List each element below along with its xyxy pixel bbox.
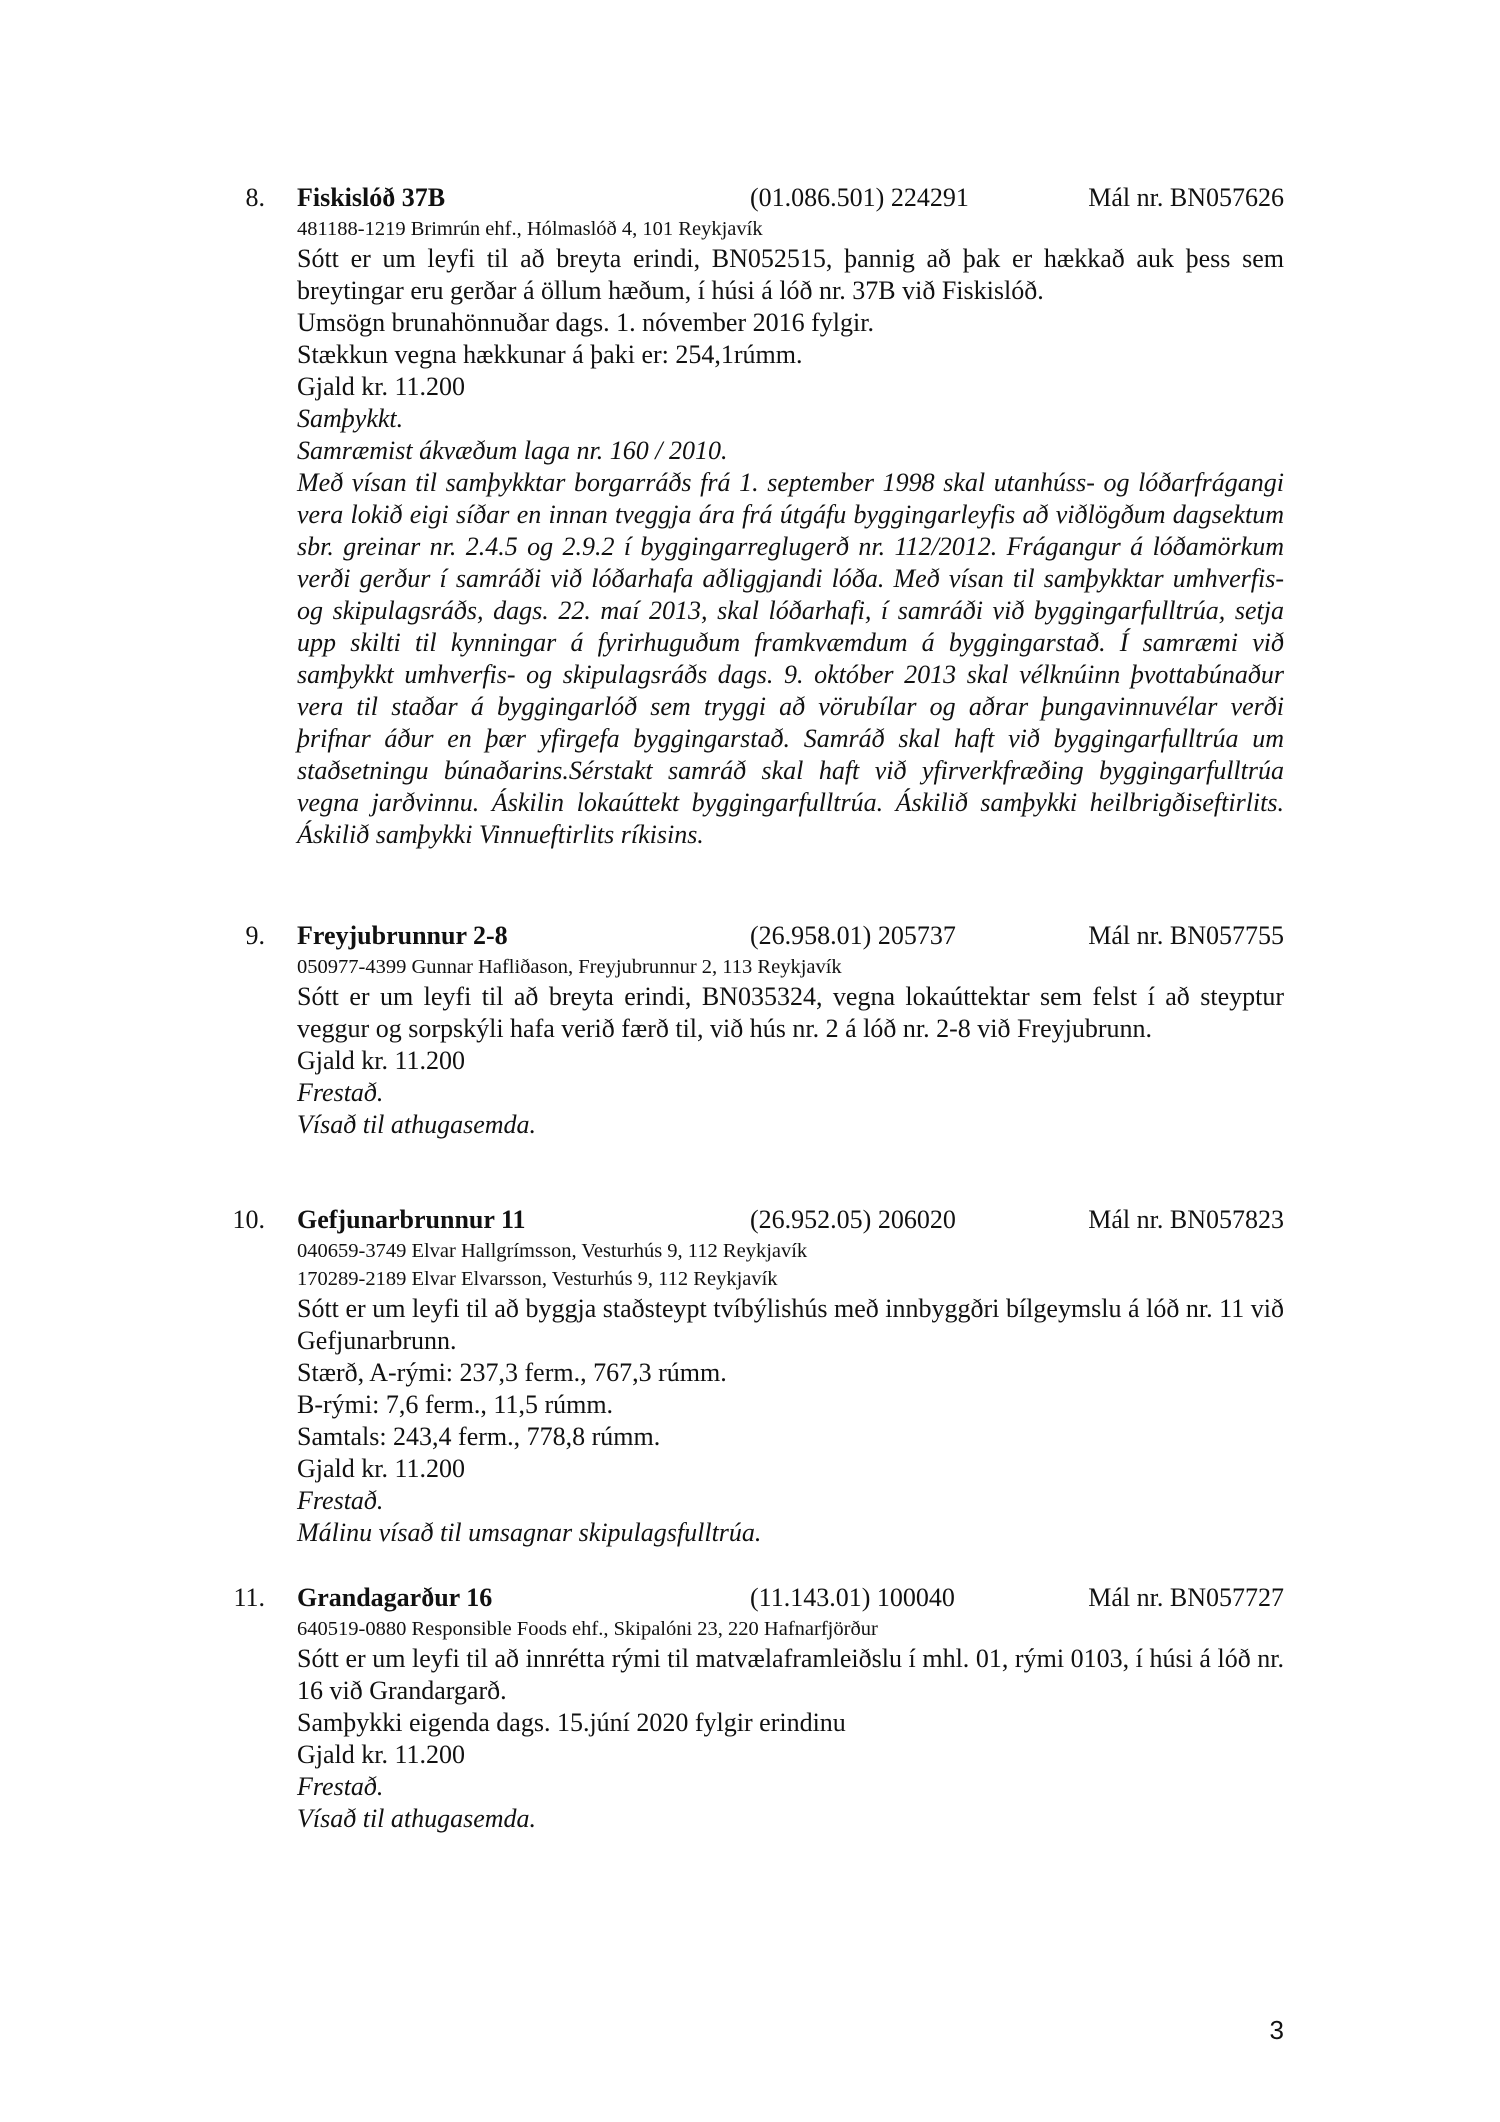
property-address: Fiskislóð 37B (297, 183, 446, 212)
application-text: Sótt er um leyfi til að breyta erindi, BN052515, þannig að þak er hækkað auk þess sem breytingar eru gerðar á öllum hæðum, í húsi á lóð nr. 37B við Fiskislóð. (297, 244, 1284, 305)
fee-line: Gjald kr. 11.200 (297, 372, 466, 401)
note-line: Vísað til athugasemda. (297, 1110, 537, 1139)
detail-line: Umsögn brunahönnuðar dags. 1. nóvember 2016 fylgir. (297, 308, 874, 337)
applicant: 170289-2189 Elvar Elvarsson, Vesturhús 9, 112 Reykjavík (297, 1268, 778, 1290)
item-number: 9. (245, 921, 265, 950)
case-number: Mál nr. BN057727 (1088, 1583, 1284, 1612)
case-item (0, 181, 1500, 851)
detail-line: B-rými: 7,6 ferm., 11,5 rúmm. (297, 1390, 614, 1419)
case-item (0, 919, 1500, 1141)
decision: Samþykkt. (297, 404, 404, 433)
applicant: 040659-3749 Elvar Hallgrímsson, Vesturhús 9, 112 Reykjavík (297, 1240, 808, 1262)
item-number: 10. (232, 1205, 265, 1234)
land-reference: (11.143.01) 100040 (750, 1583, 955, 1612)
detail-line: Samtals: 243,4 ferm., 778,8 rúmm. (297, 1422, 661, 1451)
case-body (297, 1615, 1284, 1835)
case-body (297, 953, 1284, 1141)
decision: Frestað. (297, 1772, 384, 1801)
land-reference: (26.958.01) 205737 (750, 921, 956, 950)
application-text: Sótt er um leyfi til að innrétta rými til matvælaframleiðslu í mhl. 01, rými 0103, í húsi á lóð nr. 16 við Grandargarð. (297, 1644, 1284, 1705)
case-header (0, 919, 1500, 953)
land-reference: (01.086.501) 224291 (750, 183, 969, 212)
case-body (297, 1237, 1284, 1549)
page-number: 3 (1269, 2015, 1284, 2045)
case-header (0, 181, 1500, 215)
case-number: Mál nr. BN057823 (1088, 1205, 1284, 1234)
fee-line: Gjald kr. 11.200 (297, 1046, 466, 1075)
note-line: Samræmist ákvæðum laga nr. 160 / 2010. (297, 436, 728, 465)
decision: Frestað. (297, 1486, 384, 1515)
case-number: Mál nr. BN057755 (1088, 921, 1284, 950)
property-address: Grandagarður 16 (297, 1583, 493, 1612)
property-address: Freyjubrunnur 2-8 (297, 921, 508, 950)
note-line: Málinu vísað til umsagnar skipulagsfulltrúa. (297, 1518, 762, 1547)
fee-line: Gjald kr. 11.200 (297, 1454, 466, 1483)
application-text: Sótt er um leyfi til að byggja staðsteypt tvíbýlishús með innbyggðri bílgeymslu á lóð nr. 11 við Gefjunarbrunn. (297, 1294, 1284, 1355)
decision: Frestað. (297, 1078, 384, 1107)
case-header (0, 1581, 1500, 1615)
item-number: 8. (245, 183, 265, 212)
detail-line: Stækkun vegna hækkunar á þaki er: 254,1rúmm. (297, 340, 803, 369)
note-line: Vísað til athugasemda. (297, 1804, 537, 1833)
case-number: Mál nr. BN057626 (1088, 183, 1284, 212)
applicant: 640519-0880 Responsible Foods ehf., Skipalóni 23, 220 Hafnarfjörður (297, 1618, 878, 1640)
detail-line: Samþykki eigenda dags. 15.júní 2020 fylgir erindinu (297, 1708, 846, 1737)
item-number: 11. (233, 1583, 265, 1612)
applicant: 050977-4399 Gunnar Hafliðason, Freyjubrunnur 2, 113 Reykjavík (297, 956, 842, 978)
conditions-text: Með vísan til samþykktar borgarráðs frá 1. september 1998 skal utanhúss- og lóðarfrágangi vera lokið eigi síðar en innan tveggja ára frá útgáfu byggingarleyfis að viðlögðum dagsektum sbr. greinar nr. 2.4.5 og 2.9.2 í byggingarreglugerð nr. 112/2012. Frágangur á lóðamörkum verði gerður í samráði við lóðarhafa aðliggjandi lóða. Með vísan til samþykktar umhverfis- og skipulagsráðs, dags. 22. maí 2013, skal lóðarhafi, í samráði við byggingarfulltrúa, setja upp skilti til kynningar á fyrirhuguðum framkvæmdum á byggingarstað. Í samræmi við samþykkt umhverfis- og skipulagsráðs dags. 9. október 2013 skal vélknúinn þvottabúnaður vera til staðar á byggingarlóð sem tryggi að vörubílar og aðrar þungavinnuvélar verði þrifnar áður en þær yfirgefa byggingarstað. Samráð skal haft við byggingarfulltrúa um staðsetningu búnaðarins.Sérstakt samráð skal haft við yfirverkfræðing byggingarfulltrúa vegna jarðvinnu. Áskilin lokaúttekt byggingarfulltrúa. Áskilið samþykki heilbrigðiseftirlits. Áskilið samþykki Vinnueftirlits ríkisins. (297, 468, 1284, 849)
fee-line: Gjald kr. 11.200 (297, 1740, 466, 1769)
case-header (0, 1203, 1500, 1237)
case-item (0, 1581, 1500, 1835)
case-body (297, 215, 1284, 851)
land-reference: (26.952.05) 206020 (750, 1205, 956, 1234)
detail-line: Stærð, A-rými: 237,3 ferm., 767,3 rúmm. (297, 1358, 727, 1387)
applicant: 481188-1219 Brimrún ehf., Hólmaslóð 4, 101 Reykjavík (297, 218, 763, 240)
application-text: Sótt er um leyfi til að breyta erindi, BN035324, vegna lokaúttektar sem felst í að steyptur veggur og sorpskýli hafa verið færð til, við hús nr. 2 á lóð nr. 2-8 við Freyjubrunn. (297, 982, 1284, 1043)
property-address: Gefjunarbrunnur 11 (297, 1205, 526, 1234)
case-item (0, 1203, 1500, 1549)
